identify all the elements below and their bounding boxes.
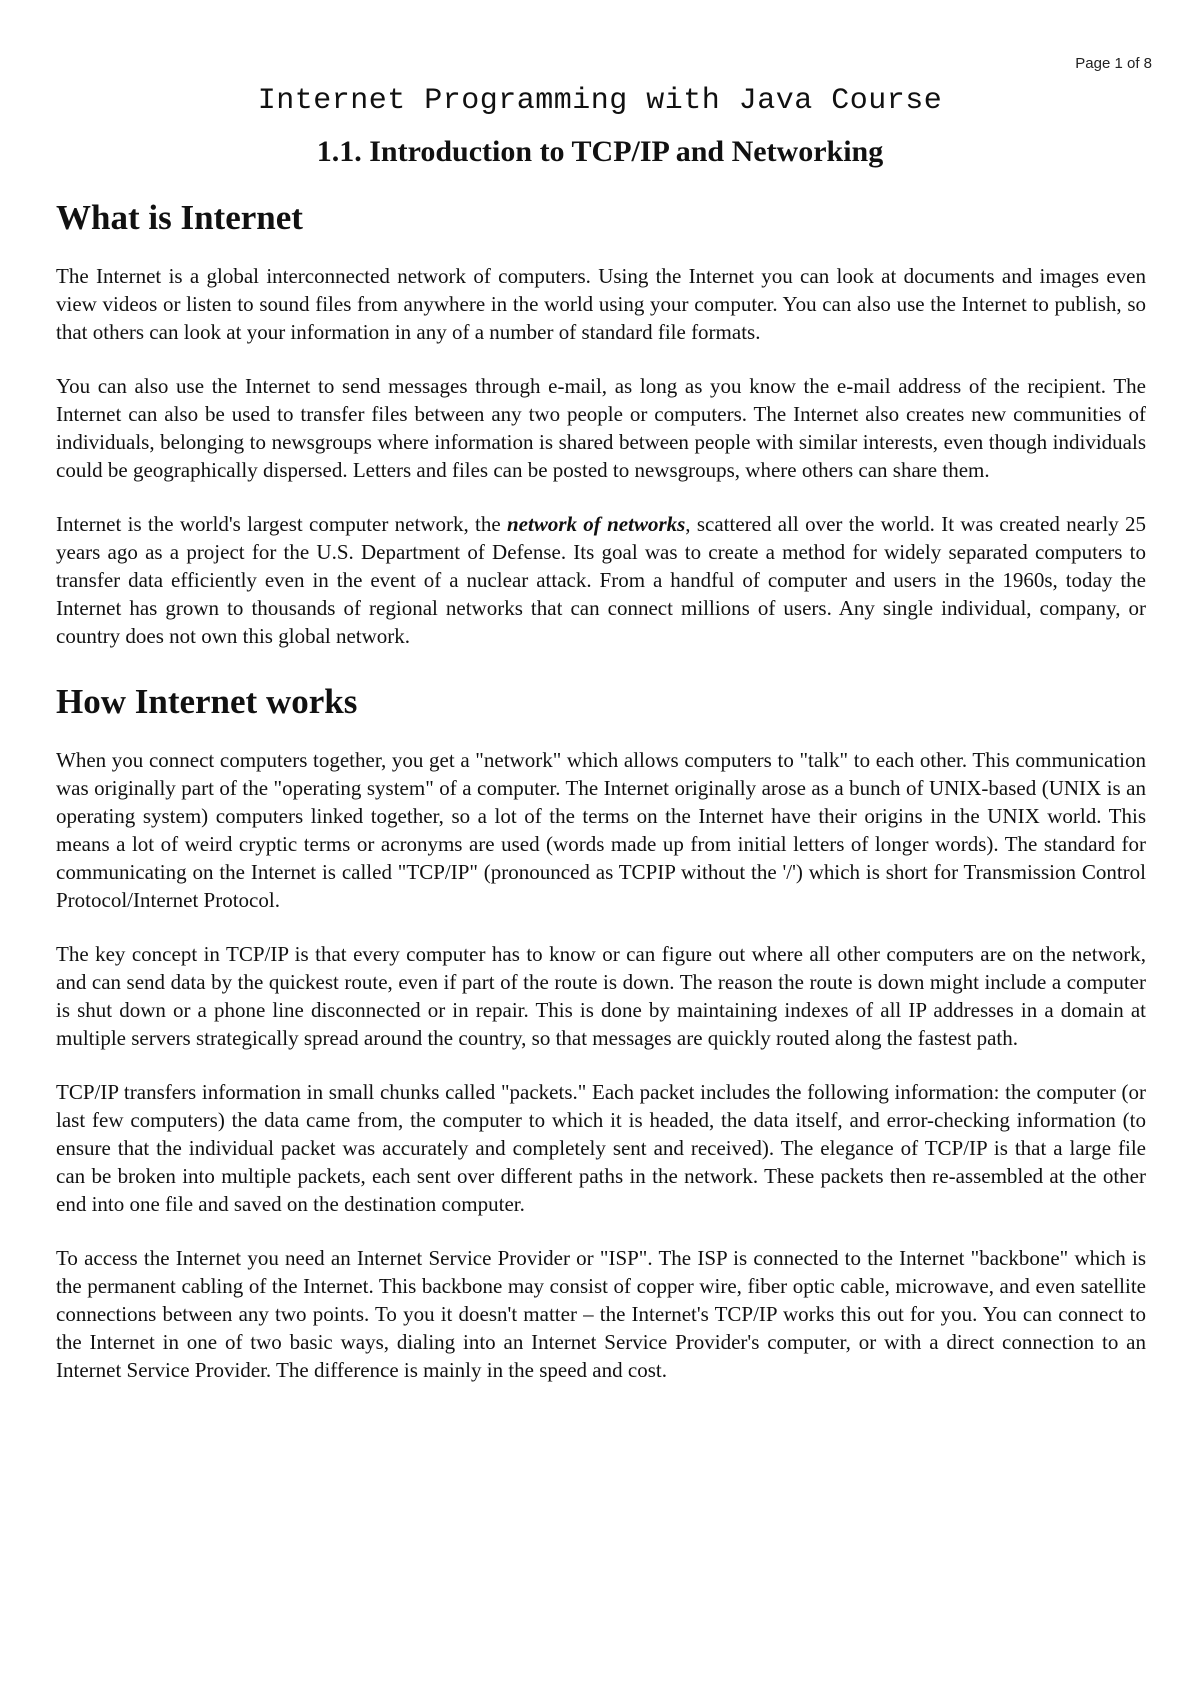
document-body bbox=[56, 196, 1146, 1410]
course-title: Internet Programming with Java Course bbox=[257, 84, 943, 118]
paragraph-text: Internet is the world's largest computer network, the bbox=[56, 512, 507, 536]
section-heading-what-is-internet: What is Internet bbox=[56, 198, 303, 237]
paragraph bbox=[56, 510, 1146, 650]
paragraph-text: , scattered all over the world. It was created nearly 25 years ago as a project for the U.S. Department of Defense. Its goal was to create a method for widely separated computers to transfer data efficiently even in the event of a nuclear attack. From a handful of computer and users in the 1960s, today the Internet has grown to thousands of regional networks that can connect millions of users. Any single individual, company, or country does not own this global network. bbox=[56, 512, 1146, 648]
lesson-title: 1.1. Introduction to TCP/IP and Networking bbox=[316, 135, 884, 168]
page-number: Page 1 of 8 bbox=[1075, 55, 1152, 72]
paragraph: You can also use the Internet to send messages through e-mail, as long as you know the e-mail address of the recipient. The Internet can also be used to transfer files between any two people or computers. The Internet also creates new communities of individuals, belonging to newsgroups where information is shared between people with similar interests, even though individuals could be geographically dispersed. Letters and files can be posted to newsgroups, where others can share them. bbox=[56, 374, 1146, 482]
paragraph: To access the Internet you need an Internet Service Provider or "ISP". The ISP is connected to the Internet "backbone" which is the permanent cabling of the Internet. This backbone may consist of copper wire, fiber optic cable, microwave, and even satellite connections between any two points. To you it doesn't matter – the Internet's TCP/IP works this out for you. You can connect to the Internet in one of two basic ways, dialing into an Internet Service Provider's computer, or with a direct connection to an Internet Service Provider. The difference is mainly in the speed and cost. bbox=[56, 1246, 1146, 1382]
section-heading-how-internet-works: How Internet works bbox=[56, 682, 358, 721]
paragraph: TCP/IP transfers information in small chunks called "packets." Each packet includes the following information: the computer (or last few computers) the data came from, the computer to which it is headed, the data itself, and error-checking information (to ensure that the individual packet was accurately and completely sent and received). The elegance of TCP/IP is that a large file can be broken into multiple packets, each sent over different paths in the network. These packets then re-assembled at the other end into one file and saved on the destination computer. bbox=[56, 1080, 1146, 1216]
emphasized-term: network of networks bbox=[506, 512, 686, 536]
paragraph: The Internet is a global interconnected network of computers. Using the Internet you can look at documents and images even view videos or listen to sound files from anywhere in the world using your computer. You can also use the Internet to publish, so that others can look at your information in any of a number of standard file formats. bbox=[56, 264, 1146, 344]
paragraph: When you connect computers together, you get a "network" which allows computers to "talk" to each other. This communication was originally part of the "operating system" of a computer. The Internet originally arose as a bunch of UNIX-based (UNIX is an operating system) computers linked together, so a lot of the terms on the Internet have their origins in the UNIX world. This means a lot of weird cryptic terms or acronyms are used (words made up from initial letters of longer words). The standard for communicating on the Internet is called "TCP/IP" (pronounced as TCPIP without the '/') which is short for Transmission Control Protocol/Internet Protocol. bbox=[56, 748, 1146, 912]
paragraph: The key concept in TCP/IP is that every computer has to know or can figure out where all other computers are on the network, and can send data by the quickest route, even if part of the route is down. The reason the route is down might include a computer is shut down or a phone line disconnected or in repair. This is done by maintaining indexes of all IP addresses in a domain at multiple servers strategically spread around the country, so that messages are quickly routed along the fastest path. bbox=[56, 942, 1146, 1050]
